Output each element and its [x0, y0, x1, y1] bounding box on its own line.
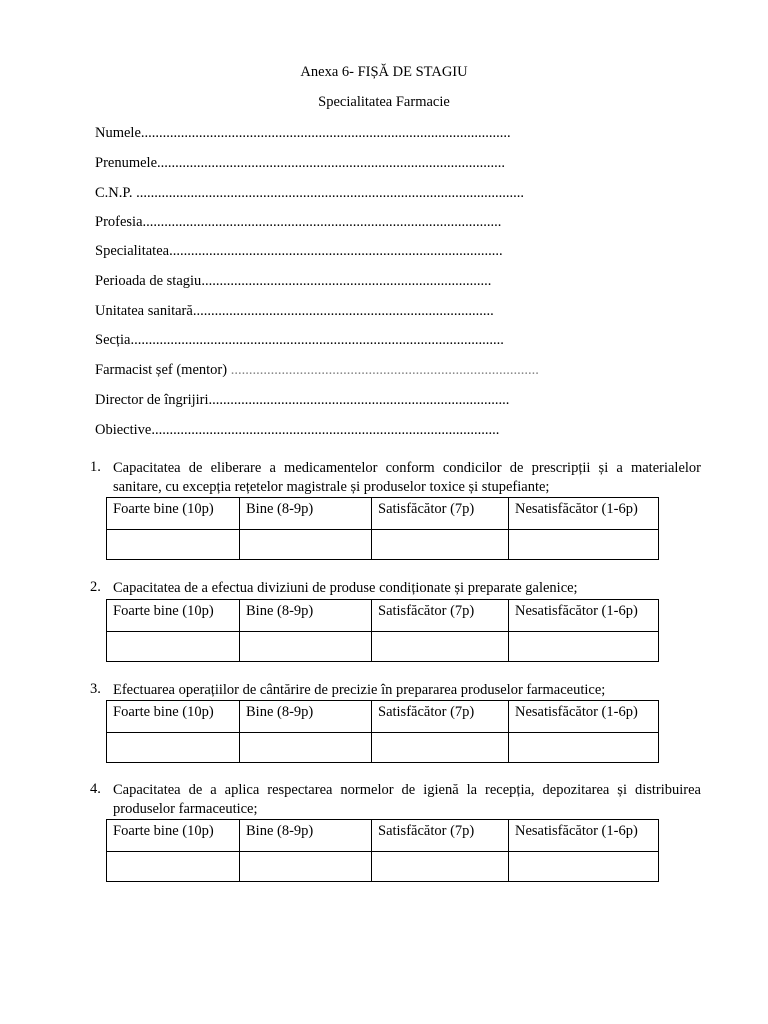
grading-input-row	[107, 530, 659, 560]
grading-input-row	[107, 632, 659, 662]
field-dots: .......................................................................................................	[130, 332, 504, 348]
field-specialitatea	[95, 242, 555, 260]
grade-cell-foarte-bine[interactable]	[107, 852, 240, 882]
objective-number: 3.	[90, 681, 101, 697]
field-dots: ................................................................................................	[157, 155, 506, 171]
grade-header-satisfacator: Satisfăcător (7p)	[372, 820, 509, 852]
field-obiective	[95, 421, 555, 439]
field-perioada-stagiu	[95, 272, 555, 290]
field-label: Farmacist șef (mentor)	[95, 362, 231, 378]
field-dots: ...................................................................................................	[142, 214, 502, 230]
field-dots: ...................................................................................	[208, 392, 510, 408]
page-title: Anexa 6- FIȘĂ DE STAGIU	[300, 64, 468, 80]
field-label: Secția	[95, 332, 131, 348]
grade-header-satisfacator: Satisfăcător (7p)	[372, 600, 509, 632]
grade-cell-foarte-bine[interactable]	[107, 733, 240, 763]
field-dots: ................................................................................	[201, 273, 492, 289]
objective-text: Efectuarea operațiilor de cântărire de precizie în prepararea produselor farmaceutice;	[113, 682, 606, 698]
field-dots: .....................................................................................	[230, 362, 539, 378]
grade-cell-nesatisfacator[interactable]	[509, 530, 659, 560]
field-farmacist-sef	[95, 361, 555, 379]
grade-header-foarte-bine: Foarte bine (10p)	[107, 600, 240, 632]
field-prenumele	[95, 154, 555, 172]
grading-header-row	[107, 498, 659, 530]
page-subtitle: Specialitatea Farmacie	[318, 94, 450, 110]
grade-header-nesatisfacator: Nesatisfăcător (1-6p)	[509, 701, 659, 733]
grade-cell-nesatisfacator[interactable]	[509, 852, 659, 882]
grade-cell-satisfacator[interactable]	[372, 530, 509, 560]
grading-input-row	[107, 733, 659, 763]
field-numele	[95, 124, 555, 142]
field-cnp	[95, 184, 555, 202]
objective-text: Capacitatea de a aplica respectarea normelor de igienă la recepția, depozitarea și distribuirea produselor farmaceutice;	[113, 782, 701, 817]
objective-number: 1.	[90, 459, 101, 475]
grading-table	[106, 599, 659, 662]
grade-header-foarte-bine: Foarte bine (10p)	[107, 498, 240, 530]
field-dots: ...........................................................................................................	[136, 185, 524, 201]
grade-header-bine: Bine (8-9p)	[240, 701, 372, 733]
grade-header-bine: Bine (8-9p)	[240, 498, 372, 530]
grade-cell-foarte-bine[interactable]	[107, 632, 240, 662]
grade-cell-bine[interactable]	[240, 852, 372, 882]
grading-header-row	[107, 701, 659, 733]
objective-text: Capacitatea de eliberare a medicamentelor conform condicilor de prescripții și a materialelor sanitare, cu excepția rețetelor magistrale și produselor toxice și stupefiante;	[113, 460, 701, 495]
grading-table	[106, 700, 659, 763]
field-label: Specialitatea	[95, 243, 170, 259]
grading-table	[106, 497, 659, 560]
grading-header-row	[107, 600, 659, 632]
objective-number: 2.	[90, 579, 101, 595]
grade-cell-satisfacator[interactable]	[372, 632, 509, 662]
grade-cell-bine[interactable]	[240, 632, 372, 662]
grade-header-satisfacator: Satisfăcător (7p)	[372, 498, 509, 530]
field-director-ingrijiri	[95, 391, 555, 409]
field-label: Unitatea sanitară	[95, 303, 193, 319]
grade-header-bine: Bine (8-9p)	[240, 820, 372, 852]
objective-text: Capacitatea de a efectua diviziuni de produse condiționate și preparate galenice;	[113, 580, 578, 596]
field-label: Obiective	[95, 422, 152, 438]
grade-header-nesatisfacator: Nesatisfăcător (1-6p)	[509, 820, 659, 852]
grading-input-row	[107, 852, 659, 882]
grade-cell-nesatisfacator[interactable]	[509, 733, 659, 763]
field-dots: ...................................................................................	[192, 303, 494, 319]
field-profesia	[95, 213, 555, 231]
grade-header-nesatisfacator: Nesatisfăcător (1-6p)	[509, 600, 659, 632]
grading-table	[106, 819, 659, 882]
grade-cell-bine[interactable]	[240, 733, 372, 763]
grade-cell-satisfacator[interactable]	[372, 733, 509, 763]
objective-number: 4.	[90, 781, 101, 797]
field-dots: ................................................................................................	[151, 422, 500, 438]
grade-cell-nesatisfacator[interactable]	[509, 632, 659, 662]
grade-header-satisfacator: Satisfăcător (7p)	[372, 701, 509, 733]
field-label: Director de îngrijiri	[95, 392, 209, 408]
field-dots: ......................................................................................................	[140, 125, 511, 141]
grade-cell-foarte-bine[interactable]	[107, 530, 240, 560]
grade-cell-bine[interactable]	[240, 530, 372, 560]
field-label: Numele	[95, 125, 141, 141]
grade-header-foarte-bine: Foarte bine (10p)	[107, 701, 240, 733]
field-unitatea-sanitara	[95, 302, 555, 320]
field-label: Profesia	[95, 214, 143, 230]
grade-header-bine: Bine (8-9p)	[240, 600, 372, 632]
field-dots: ............................................................................................	[169, 243, 503, 259]
field-label: Perioada de stagiu	[95, 273, 202, 289]
grade-header-foarte-bine: Foarte bine (10p)	[107, 820, 240, 852]
grading-header-row	[107, 820, 659, 852]
field-label: Prenumele	[95, 155, 158, 171]
field-label: C.N.P.	[95, 185, 137, 201]
field-sectia	[95, 331, 555, 349]
grade-header-nesatisfacator: Nesatisfăcător (1-6p)	[509, 498, 659, 530]
grade-cell-satisfacator[interactable]	[372, 852, 509, 882]
